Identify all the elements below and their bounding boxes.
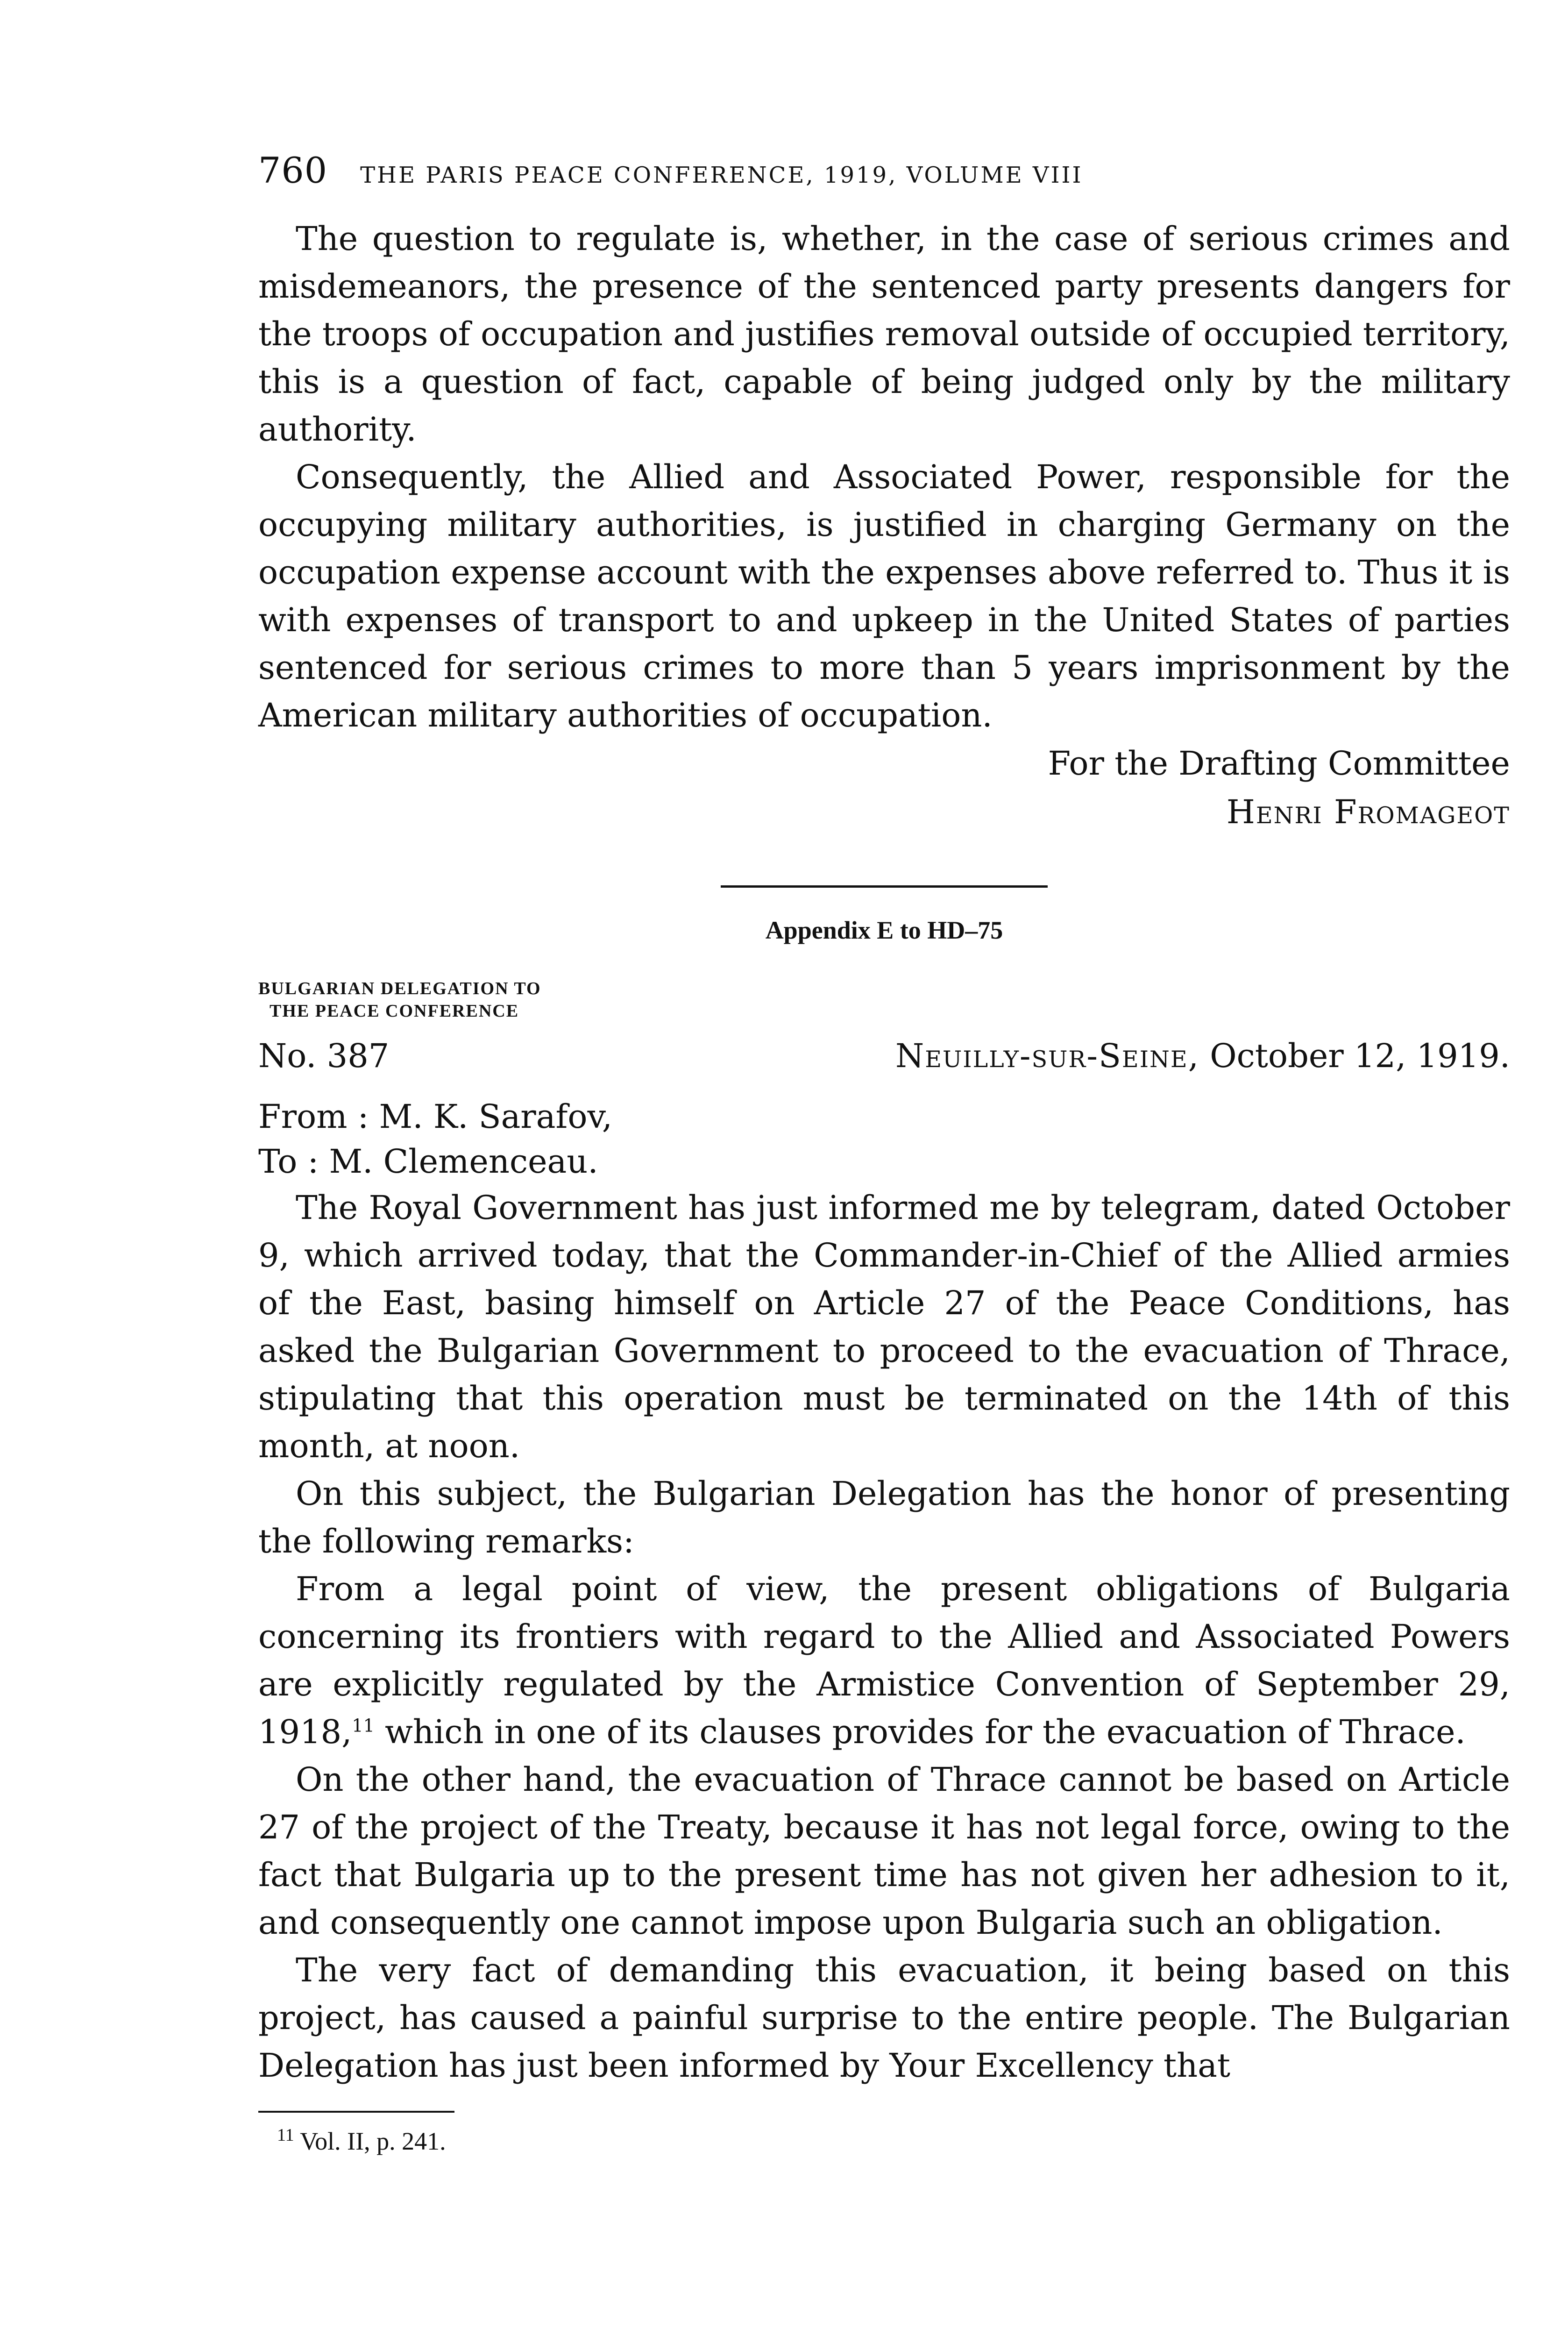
letter-place-date bbox=[895, 1032, 1510, 1080]
page-number: 760 bbox=[258, 150, 328, 191]
letter-paragraph-4: On the other hand, the evacuation of Thrace cannot be based on Article 27 of the project of the Treaty, because it has not legal force, owing to the fact that Bulgaria up to the present time has not given her adhesion to it, and consequently one cannot impose upon Bulgaria such an obligation. bbox=[258, 1760, 1510, 1942]
signature-line: For the Drafting Committee bbox=[1048, 744, 1510, 783]
letter-paragraph-2: On this subject, the Bulgarian Delegation has the honor of presenting the following remarks: bbox=[258, 1474, 1510, 1560]
letter-paragraph-3-text-b: which in one of its clauses provides for the evacuation of Thrace. bbox=[374, 1713, 1466, 1751]
letter-place: Neuilly-sur-Seine, bbox=[895, 1037, 1199, 1075]
letter-from: From : M. K. Sarafov, bbox=[258, 1097, 613, 1136]
letter-to: To : M. Clemenceau. bbox=[258, 1142, 598, 1181]
signature-block bbox=[258, 739, 1510, 836]
letter-paragraph-3-text-a: From a legal point of view, the present obligations of Bulgaria concerning its frontiers with regard to the Allied and Associated Powers are explicitly regulated by the Armistice Convention of September 29, 1918, bbox=[258, 1570, 1510, 1751]
signature-name: Henri Fromageot bbox=[1226, 793, 1510, 831]
header-title: THE PARIS PEACE CONFERENCE, 1919, VOLUME VIII bbox=[360, 162, 1083, 188]
appendix-title: Appendix E to HD–75 bbox=[765, 916, 1003, 944]
paragraph-consequently: Consequently, the Allied and Associated Power, responsible for the occupying military authorities, is justified in charging Germany on the occupation expense account with the expenses above referred to. Thus it is with expenses of transport to and upkeep in the United States of parties sentenced for serious crimes to more than 5 years imprisonment by the American military authorities of occupation. bbox=[258, 458, 1510, 734]
footnote-mark: 11 bbox=[277, 2125, 294, 2145]
letter-number: No. 387 bbox=[258, 1037, 390, 1075]
letter-date: October 12, 1919. bbox=[1199, 1037, 1510, 1075]
footnote bbox=[258, 2127, 1510, 2156]
letter-number-date-row bbox=[258, 1032, 1510, 1080]
section-divider bbox=[721, 885, 1048, 888]
footnote-divider bbox=[258, 2111, 454, 2113]
document-page bbox=[258, 150, 1510, 2156]
letter-addressing bbox=[258, 1094, 1510, 1184]
paragraph-question: The question to regulate is, whether, in the case of serious crimes and misdemeanors, the presence of the sentenced party presents dangers for the troops of occupation and justifies removal outside of occupied territory, this is a question of fact, capable of being judged only by the military authority. bbox=[258, 220, 1510, 449]
footnote-reference[interactable]: 11 bbox=[352, 1715, 375, 1736]
footnote-text: Vol. II, p. 241. bbox=[294, 2127, 446, 2155]
letterhead-line-2: THE PEACE CONFERENCE bbox=[270, 1001, 519, 1021]
letter-paragraph-3 bbox=[258, 1565, 1510, 1756]
letterhead bbox=[258, 977, 1510, 1022]
letter-paragraph-1: The Royal Government has just informed me by telegram, dated October 9, which arrived today, that the Commander-in-Chief of the Allied armies of the East, basing himself on Article 27 of the Peace Conditions, has asked the Bulgarian Government to proceed to the evacuation of Thrace, stipulating that this operation must be terminated on the 14th of this month, at noon. bbox=[258, 1189, 1510, 1465]
letterhead-line-1: BULGARIAN DELEGATION TO bbox=[258, 979, 541, 998]
letter-paragraph-5: The very fact of demanding this evacuation, it being based on this project, has caused a painful surprise to the entire people. The Bulgarian Delegation has just been informed by Your Excellency that bbox=[258, 1951, 1510, 2085]
running-header bbox=[258, 150, 1510, 206]
